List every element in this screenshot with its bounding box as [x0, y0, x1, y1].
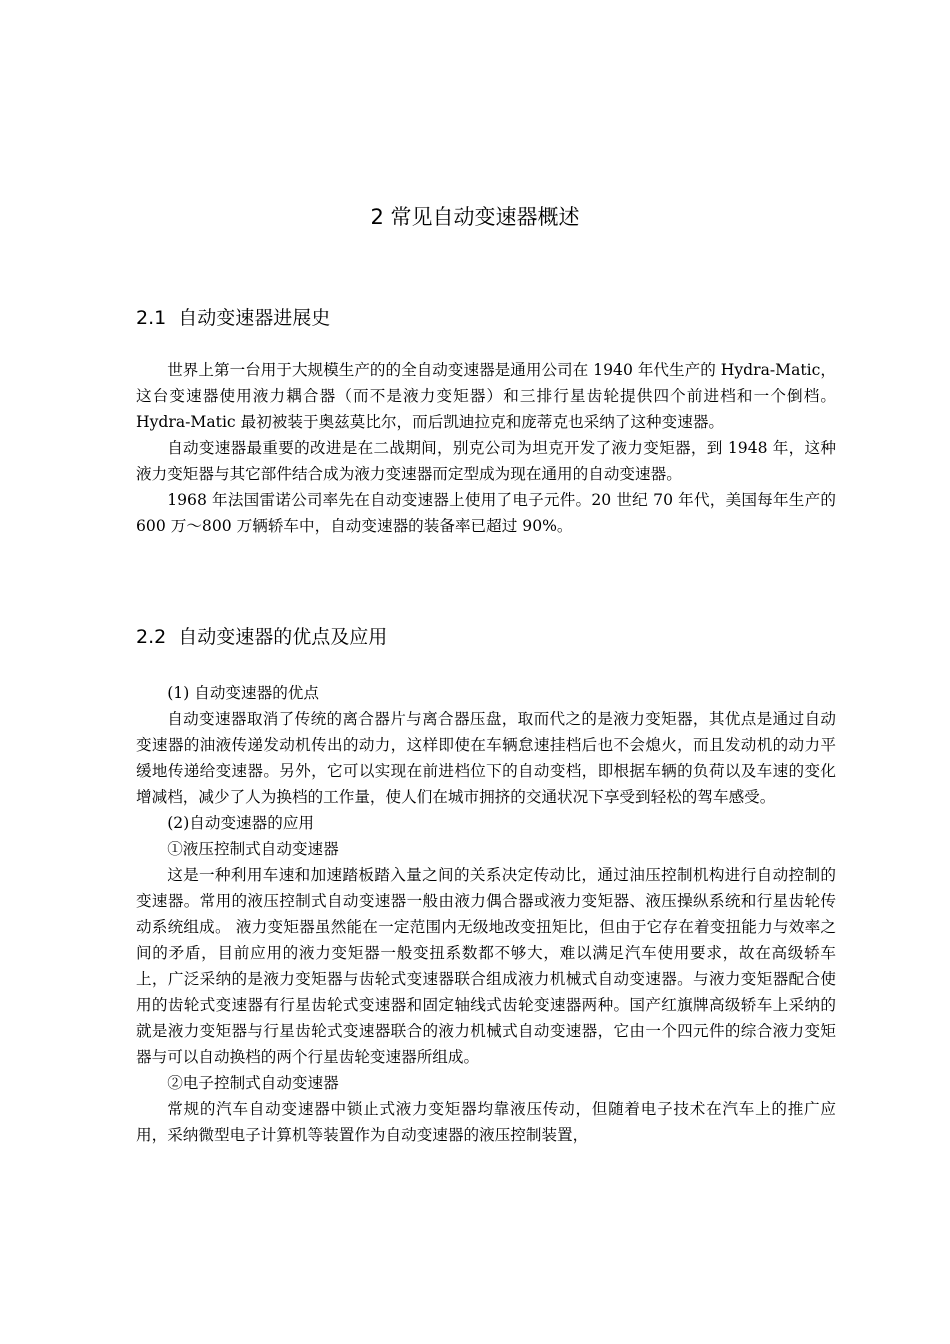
paragraph: 自动变速器取消了传统的离合器片与离合器压盘，取而代之的是液力变矩器，其优点是通过自动变速器的油液传递发动机传出的动力，这样即使在车辆怠速挂档后也不会熄火，而且发动机的动力平缓地传递给变速器。另外，它可以实现在前进档位下的自动变档，即根据车辆的负荷以及车速的变化增减档，减少了人为换档的工作量，使人们在城市拥挤的交通状况下享受到轻松的驾车感受。 — [136, 710, 836, 806]
subheading: ①液压控制式自动变速器 — [167, 840, 339, 858]
subheading: (1) 自动变速器的优点 — [167, 684, 319, 702]
section-heading-2-1 — [136, 304, 330, 332]
section-2-2-body — [136, 680, 836, 1148]
paragraph: 常规的汽车自动变速器中锁止式液力变矩器均靠液压传动，但随着电子技术在汽车上的推广应用，采纳微型电子计算机等装置作为自动变速器的液压控制装置， — [136, 1100, 836, 1144]
paragraph: 这是一种利用车速和加速踏板踏入量之间的关系决定传动比，通过油压控制机构进行自动控制的变速器。常用的液压控制式自动变速器一般由液力偶合器或液力变矩器、液压操纵系统和行星齿轮传动系统组成。 液力变矩器虽然能在一定范围内无级地改变扭矩比，但由于它存在着变扭能力与效率之间的矛盾，目前应用的液力变矩器一般变扭系数都不够大，难以满足汽车使用要求，故在高级轿车上，广泛采纳的是液力变矩器与齿轮式变速器联合组成液力机械式自动变速器。与液力变矩器配合使用的齿轮式变速器有行星齿轮式变速器和固定轴线式齿轮变速器两种。国产红旗牌高级轿车上采纳的就是液力变矩器与行星齿轮式变速器联合的液力机械式自动变速器，它由一个四元件的综合液力变矩器与可以自动换档的两个行星齿轮变速器所组成。 — [136, 866, 836, 1066]
section-number: 2.1 — [136, 307, 167, 329]
paragraph: 世界上第一台用于大规模生产的的全自动变速器是通用公司在 1940 年代生产的 Hydra-Matic，这台变速器使用液力耦合器（而不是液力变矩器）和三排行星齿轮提供四个前进档和一个倒档。Hydra-Matic 最初被装于奥兹莫比尔，而后凯迪拉克和庞蒂克也采纳了这种变速器。 — [136, 361, 836, 431]
chapter-title: 2 常见自动变速器概述 — [370, 205, 580, 229]
section-title-text: 自动变速器的优点及应用 — [178, 626, 388, 648]
section-heading-2-2 — [136, 623, 387, 651]
section-number: 2.2 — [136, 626, 167, 648]
paragraph: 自动变速器最重要的改进是在二战期间，别克公司为坦克开发了液力变矩器，到 1948 年，这种液力变矩器与其它部件结合成为液力变速器而定型成为现在通用的自动变速器。 — [136, 439, 836, 483]
paragraph: 1968 年法国雷诺公司率先在自动变速器上使用了电子元件。20 世纪 70 年代，美国每年生产的 600 万～800 万辆轿车中，自动变速器的装备率已超过 90%。 — [136, 491, 836, 535]
section-2-1-body — [136, 357, 836, 539]
subheading: (2)自动变速器的应用 — [167, 814, 315, 832]
section-title-text: 自动变速器进展史 — [178, 307, 331, 329]
subheading: ②电子控制式自动变速器 — [167, 1074, 339, 1092]
